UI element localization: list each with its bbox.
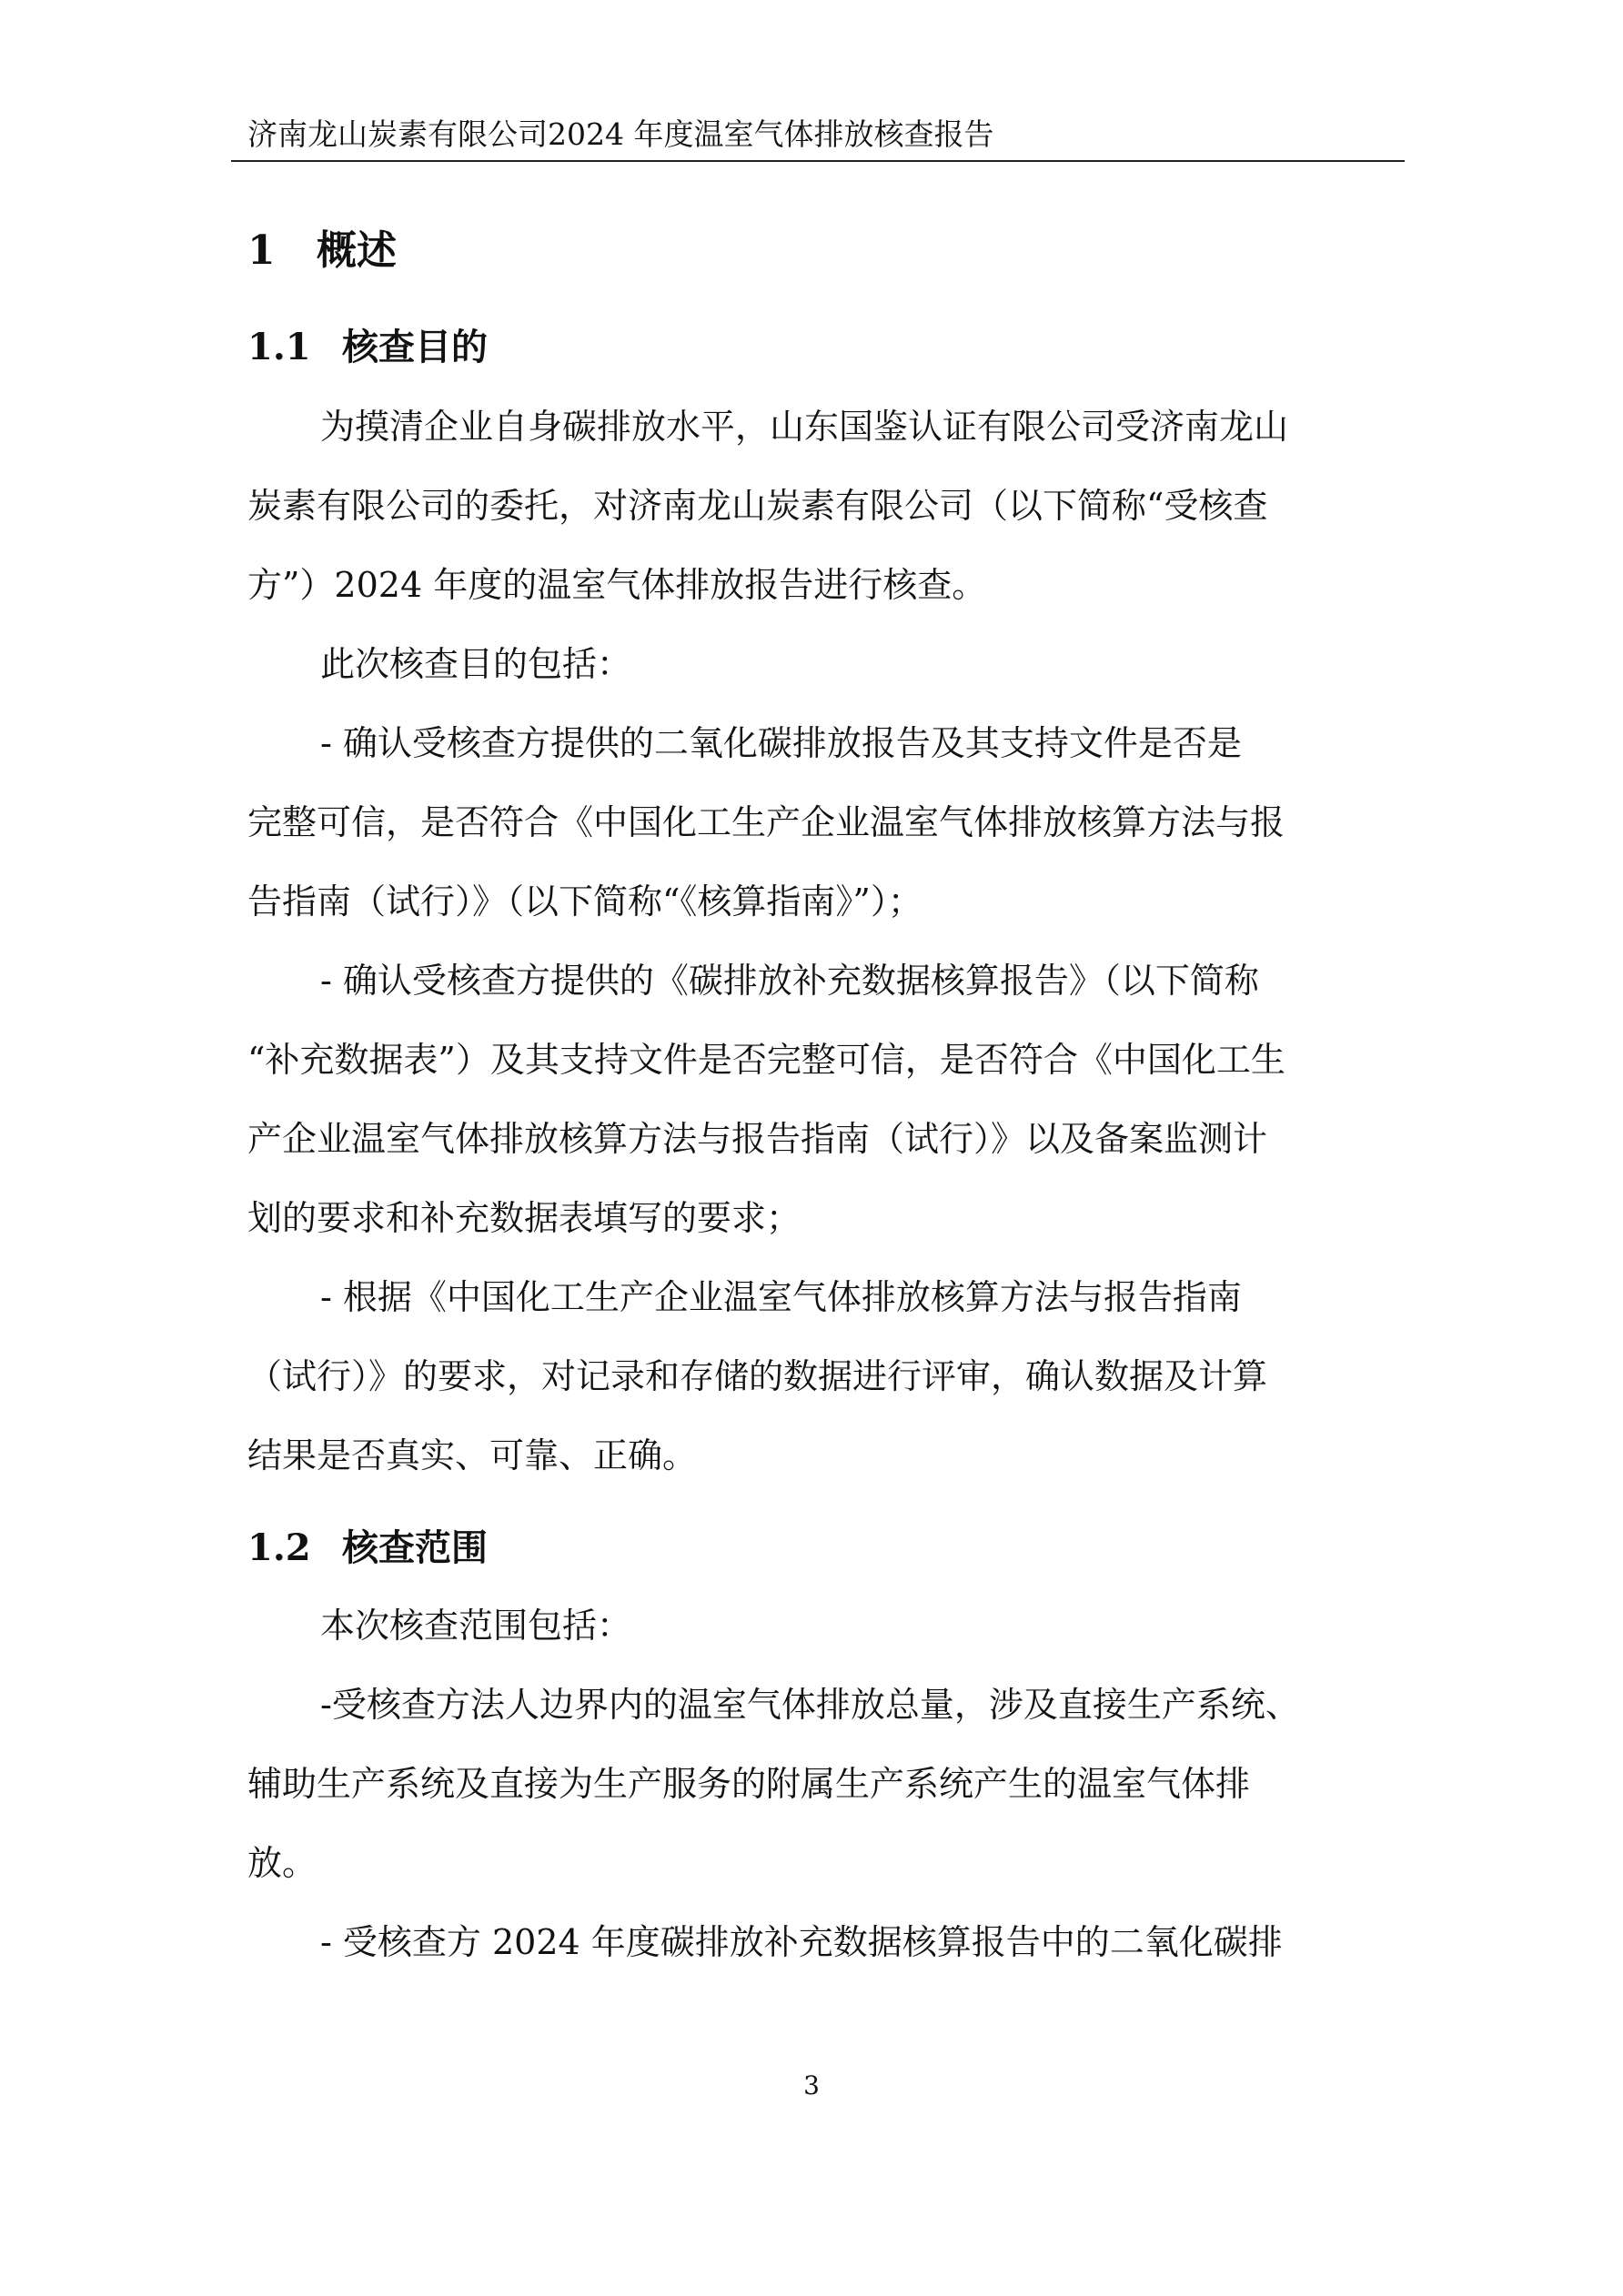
section-number: 1 xyxy=(247,227,276,274)
section-title: 概述 xyxy=(317,227,397,274)
text-line: “补充数据表”）及其支持文件是否完整可信，是否符合《中国化工生 xyxy=(247,1040,1285,1080)
text-line: （试行）》的要求，对记录和存储的数据进行评审，确认数据及计算 xyxy=(247,1356,1268,1396)
section-heading-1 xyxy=(247,226,397,277)
text-line: 本次核查范围包括： xyxy=(320,1606,632,1646)
text-line: 炭素有限公司的委托，对济南龙山炭素有限公司（以下简称“受核查 xyxy=(247,486,1268,526)
text-line: 完整可信，是否符合《中国化工生产企业温室气体排放核算方法与报 xyxy=(247,802,1285,842)
header-title: 济南龙山炭素有限公司2024 年度温室气体排放核查报告 xyxy=(247,116,994,152)
text-line: - 根据《中国化工生产企业温室气体排放核算方法与报告指南 xyxy=(320,1277,1242,1317)
text-line: 辅助生产系统及直接为生产服务的附属生产系统产生的温室气体排 xyxy=(247,1764,1251,1804)
section-number: 1.1 xyxy=(247,326,311,368)
text-line: -受核查方法人边界内的温室气体排放总量，涉及直接生产系统、 xyxy=(320,1685,1300,1725)
section-title: 核查目的 xyxy=(342,326,488,368)
text-line: 产企业温室气体排放核算方法与报告指南（试行）》以及备案监测计 xyxy=(247,1119,1268,1159)
text-line: - 受核查方 2024 年度碳排放补充数据核算报告中的二氧化碳排 xyxy=(320,1922,1283,1962)
text-line: 划的要求和补充数据表填写的要求； xyxy=(247,1198,801,1238)
section-heading-1-1 xyxy=(247,322,488,373)
text-line: - 确认受核查方提供的《碳排放补充数据核算报告》（以下简称 xyxy=(320,961,1259,1001)
text-line: 结果是否真实、可靠、正确。 xyxy=(247,1435,698,1475)
text-line: 此次核查目的包括： xyxy=(320,644,632,684)
section-number: 1.2 xyxy=(247,1526,311,1569)
text-line: - 确认受核查方提供的二氧化碳排放报告及其支持文件是否是 xyxy=(320,723,1242,763)
page-number: 3 xyxy=(803,2070,820,2100)
section-heading-1-2 xyxy=(247,1523,488,1574)
section-title: 核查范围 xyxy=(342,1526,488,1569)
text-line: 告指南（试行）》（以下简称“《核算指南》”）； xyxy=(247,881,922,921)
text-line: 为摸清企业自身碳排放水平，山东国鉴认证有限公司受济南龙山 xyxy=(320,407,1289,447)
text-line: 放。 xyxy=(247,1843,318,1883)
header-divider xyxy=(231,160,1405,162)
text-line: 方”）2024 年度的温室气体排放报告进行核查。 xyxy=(247,565,987,605)
